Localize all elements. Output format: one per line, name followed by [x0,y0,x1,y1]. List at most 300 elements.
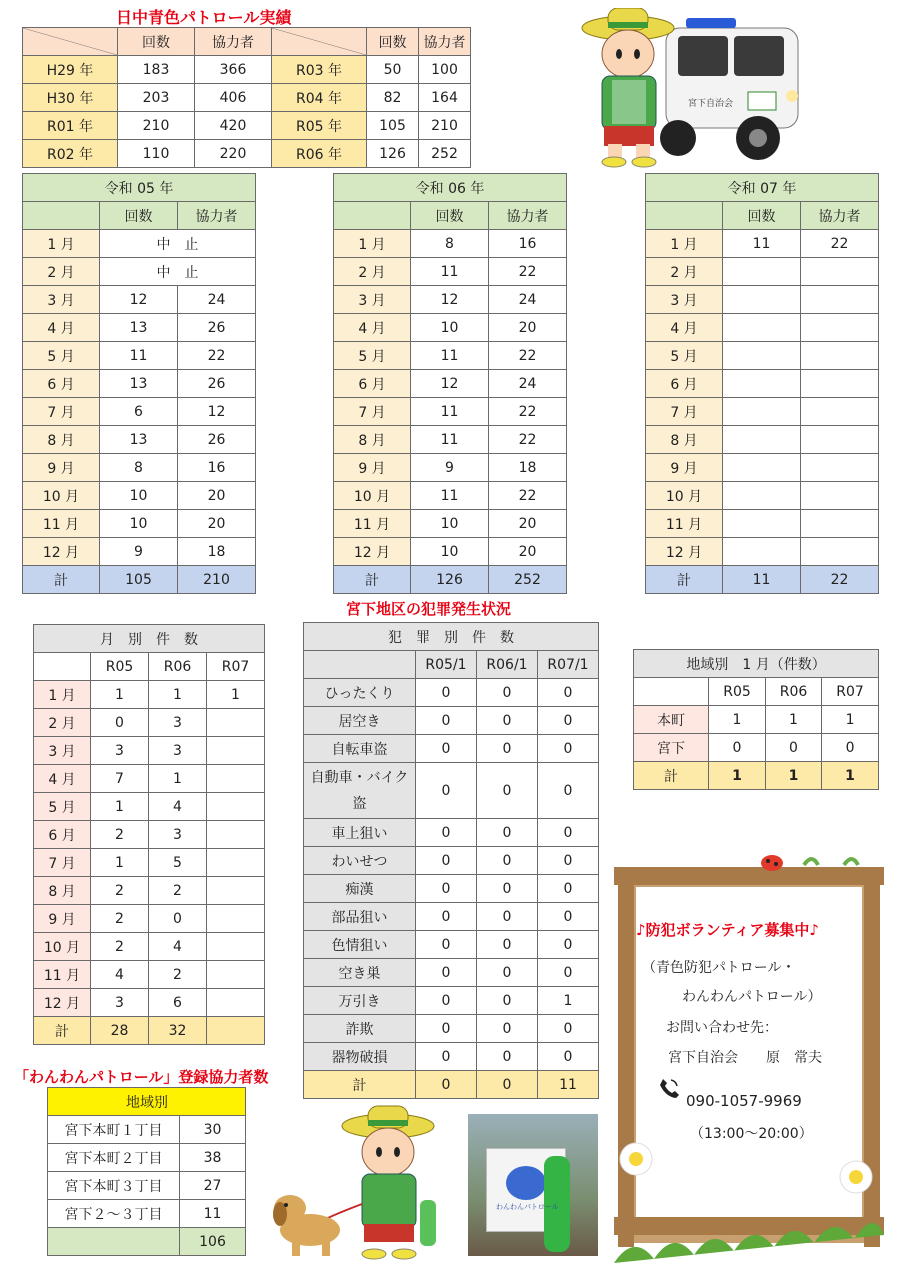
crime-r07: 0 [538,735,599,763]
month-label: 1 月 [23,230,100,258]
coop-cell [801,286,879,314]
coop-cell: 16 [489,230,567,258]
coop-cell [801,510,879,538]
month-label: 4 月 [646,314,723,342]
reiwa06-col-coop: 協力者 [489,202,567,230]
crime-section-title: 宮下地区の犯罪発生状況 [346,600,512,618]
r05-cell: 1 [91,681,149,709]
coop-cell [801,370,879,398]
crime-r05: 0 [416,1015,477,1043]
crime-r05: 0 [416,987,477,1015]
reiwa06-corner [334,202,411,230]
summary-col-coop: 協力者 [195,28,272,56]
col-r07: R07 [207,653,265,681]
wanwan-total: 106 [180,1228,246,1256]
month-label: 12 月 [334,538,411,566]
monthly-crime-table [33,624,265,1045]
crime-name: 空き巣 [304,959,416,987]
coop-cell: 12 [178,398,256,426]
crime-r06: 0 [477,819,538,847]
coop-cell [801,342,879,370]
summary-count: 183 [118,56,195,84]
region-r05: 0 [709,734,766,762]
month-label: 6 月 [23,370,100,398]
crime-name: 詐欺 [304,1015,416,1043]
coop-cell: 24 [178,286,256,314]
total-label: 計 [634,762,709,790]
notice-line2: わんわんパトロール） [682,989,822,1005]
crime-r07: 0 [538,903,599,931]
month-label: 7 月 [23,398,100,426]
summary-count: 50 [367,56,419,84]
month-label: 9 月 [334,454,411,482]
crime-r05: 0 [416,875,477,903]
crime-name: 車上狙い [304,819,416,847]
count-cell [723,482,801,510]
month-label: 10 月 [334,482,411,510]
month-label: 3 月 [646,286,723,314]
month-label: 6 月 [34,821,91,849]
wanwan-table [47,1087,246,1256]
region-name: 本町 [634,706,709,734]
crime-r05: 0 [416,847,477,875]
crime-r07: 0 [538,707,599,735]
crime-r06: 0 [477,959,538,987]
wanwan-area: 宮下２～３丁目 [48,1200,180,1228]
month-label: 4 月 [34,765,91,793]
region-r05: 1 [709,706,766,734]
count-cell: 9 [411,454,489,482]
crime-name: 万引き [304,987,416,1015]
month-label: 3 月 [23,286,100,314]
reiwa07-col-coop: 協力者 [801,202,879,230]
crime-r06: 0 [477,763,538,819]
wanwan-area: 宮下本町１丁目 [48,1116,180,1144]
month-label: 2 月 [646,258,723,286]
region-title: 地域別 1 月（件数） [634,650,879,678]
month-label: 8 月 [646,426,723,454]
r05-cell: 2 [91,905,149,933]
month-label: 6 月 [334,370,411,398]
month-label: 2 月 [23,258,100,286]
notice-headline: ♪防犯ボランティア募集中♪ [636,921,819,939]
coop-cell: 26 [178,426,256,454]
col-r07-1: R07/1 [538,651,599,679]
crime-r05: 0 [416,679,477,707]
region-total-r05: 1 [709,762,766,790]
count-cell: 11 [411,482,489,510]
total-r06-1: 0 [477,1071,538,1099]
reiwa05-corner [23,202,100,230]
summary-coop: 406 [195,84,272,112]
crime-r07: 0 [538,679,599,707]
col-r05: R05 [91,653,149,681]
r07-cell [207,905,265,933]
r06-cell: 1 [149,681,207,709]
region-total-r06: 1 [766,762,822,790]
coop-cell: 16 [178,454,256,482]
r07-cell [207,849,265,877]
summary-count: 105 [367,112,419,140]
month-label: 2 月 [334,258,411,286]
crime-name: わいせつ [304,847,416,875]
crime-r06: 0 [477,1015,538,1043]
coop-cell: 26 [178,370,256,398]
region-total-r07: 1 [822,762,879,790]
r06-cell: 4 [149,933,207,961]
month-label: 5 月 [334,342,411,370]
notice-line1: （青色防犯パトロール・ [642,960,796,976]
summary-year: H29 年 [23,56,118,84]
coop-cell: 22 [489,342,567,370]
summary-coop: 420 [195,112,272,140]
crime-r05: 0 [416,819,477,847]
total-label: 計 [646,566,723,594]
coop-cell: 22 [801,230,879,258]
col-r06-1: R06/1 [477,651,538,679]
contact-label: お問い合わせ先： [666,1020,778,1036]
month-label: 9 月 [646,454,723,482]
month-label: 10 月 [23,482,100,510]
notice-board [614,853,884,1265]
month-label: 11 月 [646,510,723,538]
count-cell: 9 [100,538,178,566]
count-cell [723,370,801,398]
month-label: 7 月 [334,398,411,426]
summary-year: R01 年 [23,112,118,140]
reiwa05-col-coop: 協力者 [178,202,256,230]
crime-r06: 0 [477,1043,538,1071]
total-count: 11 [723,566,801,594]
crime-name: 部品狙い [304,903,416,931]
coop-cell [801,454,879,482]
summary-count: 110 [118,140,195,168]
count-cell [723,510,801,538]
page-title: 日中青色パトロール実績 [116,8,292,27]
coop-cell: 24 [489,286,567,314]
count-cell [723,342,801,370]
summary-row [23,84,471,112]
r05-cell: 3 [91,989,149,1017]
crime-name: 痴漢 [304,875,416,903]
count-cell: 12 [411,370,489,398]
region-corner [634,678,709,706]
summary-col-count-2: 回数 [367,28,419,56]
count-cell: 12 [100,286,178,314]
coop-cell: 22 [489,398,567,426]
car-sign: 宮下自治会 [688,99,734,109]
summary-corner-2 [272,28,367,56]
coop-cell: 26 [178,314,256,342]
month-label: 5 月 [646,342,723,370]
reiwa06-col-count: 回数 [411,202,489,230]
coop-cell [801,258,879,286]
r06-cell: 6 [149,989,207,1017]
summary-row [23,56,471,84]
r07-cell [207,765,265,793]
coop-cell: 20 [178,510,256,538]
month-label: 12 月 [646,538,723,566]
total-coop: 210 [178,566,256,594]
total-r06: 32 [149,1017,207,1045]
crime-name: 居空き [304,707,416,735]
region-table [633,649,879,790]
summary-count: 126 [367,140,419,168]
reiwa07-title: 令和 07 年 [646,174,879,202]
coop-cell [801,482,879,510]
wanwan-header: 地域別 [48,1088,246,1116]
crime-r05: 0 [416,735,477,763]
reiwa06-title: 令和 06 年 [334,174,567,202]
coop-cell: 22 [178,342,256,370]
wanwan-value: 27 [180,1172,246,1200]
count-cell [723,258,801,286]
coop-cell: 18 [178,538,256,566]
coop-cell [801,426,879,454]
month-label: 9 月 [34,905,91,933]
coop-cell: 20 [489,314,567,342]
summary-table [22,27,471,168]
count-cell: 10 [411,314,489,342]
r05-cell: 1 [91,849,149,877]
count-cell: 13 [100,370,178,398]
crime-r05: 0 [416,903,477,931]
summary-col-count: 回数 [118,28,195,56]
summary-year: R06 年 [272,140,367,168]
total-coop: 252 [489,566,567,594]
crime-r07: 0 [538,819,599,847]
total-r05-1: 0 [416,1071,477,1099]
crime-r07: 0 [538,763,599,819]
coop-cell [801,398,879,426]
count-cell: 12 [411,286,489,314]
summary-coop: 220 [195,140,272,168]
region-r06: 1 [766,706,822,734]
r06-cell: 3 [149,737,207,765]
month-label: 7 月 [646,398,723,426]
coop-cell [801,314,879,342]
month-label: 12 月 [34,989,91,1017]
month-label: 1 月 [646,230,723,258]
summary-coop: 252 [419,140,471,168]
crime-r07: 0 [538,931,599,959]
count-cell: 10 [100,482,178,510]
crime-r06: 0 [477,987,538,1015]
reiwa05-table [22,173,256,594]
region-col-r07: R07 [822,678,879,706]
coop-cell: 20 [489,538,567,566]
total-count: 105 [100,566,178,594]
reiwa05-title: 令和 05 年 [23,174,256,202]
r07-cell: 1 [207,681,265,709]
contact-hours: （13:00～20:00） [690,1126,813,1142]
summary-row [23,140,471,168]
summary-year: R05 年 [272,112,367,140]
coop-cell: 20 [178,482,256,510]
count-cell: 11 [411,258,489,286]
crime-name: 器物破損 [304,1043,416,1071]
r07-cell [207,737,265,765]
r05-cell: 2 [91,821,149,849]
month-label: 4 月 [334,314,411,342]
r05-cell: 2 [91,877,149,905]
coop-cell: 22 [489,482,567,510]
wanwan-area: 宮下本町２丁目 [48,1144,180,1172]
crime-r06: 0 [477,679,538,707]
month-label: 11 月 [34,961,91,989]
total-r07 [207,1017,265,1045]
count-cell [723,538,801,566]
total-label: 計 [34,1017,91,1045]
crime-r05: 0 [416,959,477,987]
coop-cell [801,538,879,566]
summary-corner [23,28,118,56]
summary-year: R02 年 [23,140,118,168]
r07-cell [207,821,265,849]
crime-r06: 0 [477,903,538,931]
month-label: 10 月 [34,933,91,961]
r05-cell: 3 [91,737,149,765]
count-cell: 8 [100,454,178,482]
r07-cell [207,793,265,821]
summary-coop: 366 [195,56,272,84]
count-cell: 8 [411,230,489,258]
r07-cell [207,933,265,961]
reiwa06-table [333,173,567,594]
total-count: 126 [411,566,489,594]
crime-name: 自動車・バイク盗 [304,763,416,819]
monthly-title: 月 別 件 数 [34,625,265,653]
month-label: 8 月 [34,877,91,905]
col-r06: R06 [149,653,207,681]
r05-cell: 7 [91,765,149,793]
r05-cell: 0 [91,709,149,737]
summary-col-coop-2: 協力者 [419,28,471,56]
month-label: 3 月 [34,737,91,765]
count-cell: 11 [411,426,489,454]
month-label: 5 月 [23,342,100,370]
crime-r05: 0 [416,931,477,959]
crime-r05: 0 [416,707,477,735]
crime-type-title: 犯 罪 別 件 数 [304,623,599,651]
month-label: 2 月 [34,709,91,737]
phone-number: 090-1057-9969 [686,1092,802,1110]
crime-r07: 0 [538,847,599,875]
coop-cell: 20 [489,510,567,538]
r07-cell [207,989,265,1017]
crime-name: 色情狙い [304,931,416,959]
r06-cell: 2 [149,877,207,905]
crime-r06: 0 [477,735,538,763]
col-r05-1: R05/1 [416,651,477,679]
crime-r07: 0 [538,875,599,903]
month-label: 6 月 [646,370,723,398]
month-label: 11 月 [23,510,100,538]
contact-name: 宮下自治会 原 常夫 [668,1050,822,1066]
count-cell [723,454,801,482]
month-label: 1 月 [334,230,411,258]
wanwan-value: 11 [180,1200,246,1228]
summary-year: H30 年 [23,84,118,112]
wanwan-value: 30 [180,1116,246,1144]
r06-cell: 3 [149,821,207,849]
summary-count: 203 [118,84,195,112]
cancelled-cell: 中 止 [100,230,256,258]
crime-r06: 0 [477,931,538,959]
r07-cell [207,709,265,737]
wanwan-title: 「わんわんパトロール」登録協力者数 [14,1068,269,1086]
crime-r07: 1 [538,987,599,1015]
month-label: 12 月 [23,538,100,566]
month-label: 8 月 [23,426,100,454]
count-cell: 10 [100,510,178,538]
crime-r07: 0 [538,959,599,987]
cancelled-cell: 中 止 [100,258,256,286]
crime-r06: 0 [477,707,538,735]
month-label: 8 月 [334,426,411,454]
count-cell: 13 [100,314,178,342]
crime-r05: 0 [416,1043,477,1071]
crime-r05: 0 [416,763,477,819]
summary-coop: 164 [419,84,471,112]
summary-coop: 210 [419,112,471,140]
r06-cell: 1 [149,765,207,793]
wanwan-value: 38 [180,1144,246,1172]
count-cell: 11 [411,398,489,426]
summary-count: 210 [118,112,195,140]
r05-cell: 2 [91,933,149,961]
patrol-bag-photo [468,1114,598,1256]
month-label: 3 月 [334,286,411,314]
summary-year: R04 年 [272,84,367,112]
count-cell: 11 [723,230,801,258]
coop-cell: 24 [489,370,567,398]
summary-coop: 100 [419,56,471,84]
coop-cell: 18 [489,454,567,482]
month-label: 9 月 [23,454,100,482]
region-col-r06: R06 [766,678,822,706]
coop-cell: 22 [489,426,567,454]
r06-cell: 3 [149,709,207,737]
summary-count: 82 [367,84,419,112]
month-label: 7 月 [34,849,91,877]
crime-r06: 0 [477,875,538,903]
total-r07-1: 11 [538,1071,599,1099]
reiwa05-col-count: 回数 [100,202,178,230]
total-coop: 22 [801,566,879,594]
count-cell: 11 [411,342,489,370]
total-r05: 28 [91,1017,149,1045]
count-cell: 11 [100,342,178,370]
reiwa07-corner [646,202,723,230]
count-cell: 6 [100,398,178,426]
region-r06: 0 [766,734,822,762]
coop-cell: 22 [489,258,567,286]
count-cell [723,314,801,342]
crime-r07: 0 [538,1015,599,1043]
count-cell: 10 [411,510,489,538]
reiwa07-col-count: 回数 [723,202,801,230]
total-label: 計 [23,566,100,594]
crime-name: 自転車盗 [304,735,416,763]
wanwan-area: 宮下本町３丁目 [48,1172,180,1200]
total-label: 計 [334,566,411,594]
summary-year: R03 年 [272,56,367,84]
month-label: 5 月 [34,793,91,821]
summary-row [23,112,471,140]
region-col-r05: R05 [709,678,766,706]
r05-cell: 4 [91,961,149,989]
